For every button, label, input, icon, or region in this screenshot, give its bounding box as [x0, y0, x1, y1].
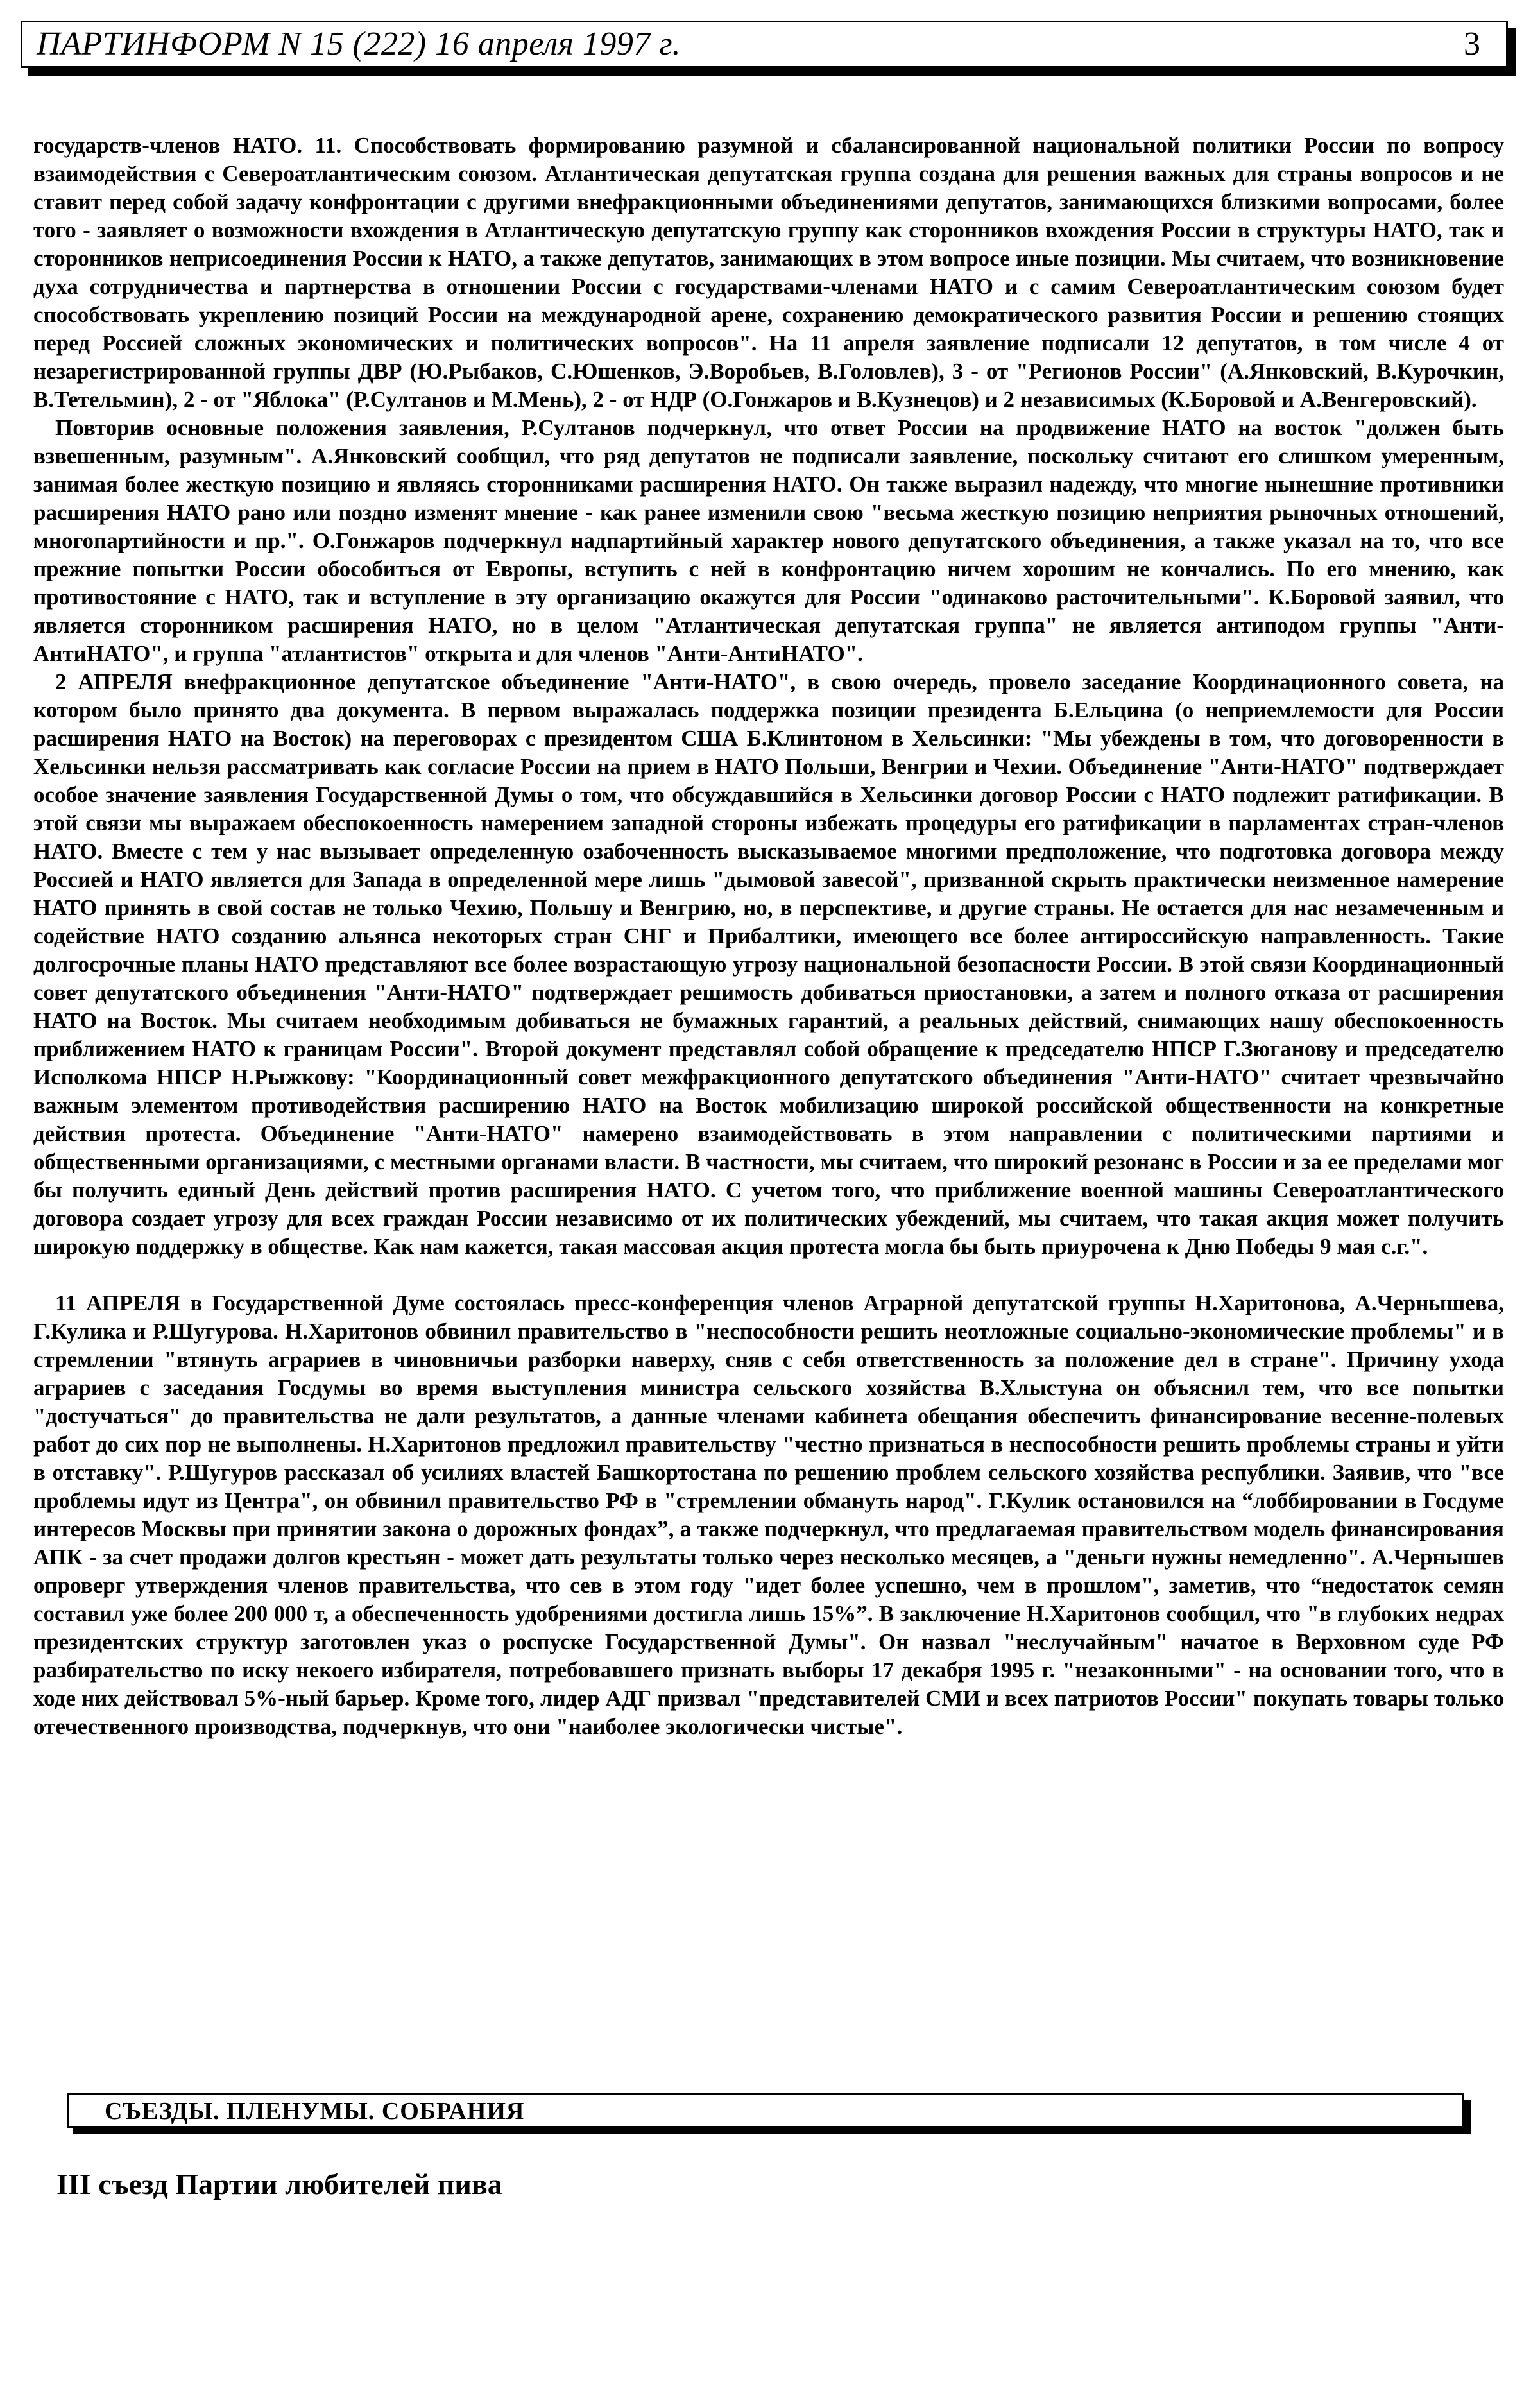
paragraph-sultanov-comments: Повторив основные положения заявления, Р.Султанов подчеркнул, что ответ России на продвижение НАТО на восток "должен быть взвешенным, разумным". А.Янковский сообщил, что ряд депутатов не подписали заявление, поскольку считают его слишком умеренным, занимая более жесткую позицию и являясь сторонниками расширения НАТО. Он также выразил надежду, что многие нынешние противники расширения НАТО рано или поздно изменят мнение - как ранее изменили свою "весьма жесткую позицию неприятия рыночных отношений, многопартийности и пр.". О.Гонжаров подчеркнул надпартийный характер нового депутатского объединения, а также указал на то, что все прежние попытки России обособиться от Европы, вступить с ней в конфронтацию ничем хорошим не кончались. По его мнению, как противостояние с НАТО, так и вступление в эту организацию окажутся для России "одинаково расточительными". К.Боровой заявил, что является сторонником расширения НАТО, но в целом "Атлантическая депутатская группа" не является антиподом группы "Анти-АнтиНАТО", и группа "атлантистов" открыта и для членов "Анти-АнтиНАТО". — [33, 415, 1504, 666]
paragraph-anti-nato-april-2: 2 АПРЕЛЯ внефракционное депутатское объединение "Анти-НАТО", в свою очередь, провело заседание Координационного совета, на котором было принято два документа. В первом выражалась поддержка позиции президента Б.Ельцина (о неприемлемости для России расширения НАТО на Восток) на переговорах с президентом США Б.Клинтоном в Хельсинки: "Мы убеждены в том, что договоренности в Хельсинки нельзя рассматривать как согласие России на прием в НАТО Польши, Венгрии и Чехии. Объединение "Анти-НАТО" подтверждает особое значение заявления Государственной Думы о том, что обсуждавшийся в Хельсинки договор России с НАТО подлежит ратификации. В этой связи мы выражаем обеспокоенность намерением западной стороны избежать процедуры его ратификации в парламентах стран-членов НАТО. Вместе с тем у нас вызывает определенную озабоченность высказываемое многими предположение, что подготовка договора между Россией и НАТО является для Запада в определенной мере лишь "дымовой завесой", призванной скрыть практически неизменное намерение НАТО принять в свой состав не только Чехию, Польшу и Венгрию, но, в перспективе, и другие страны. Не остается для нас незамеченным и содействие НАТО созданию альянса некоторых стран СНГ и Прибалтики, имеющего все более антироссийскую направленность. Такие долгосрочные планы НАТО представляют все более возрастающую угрозу национальной безопасности России. В этой связи Координационный совет депутатского объединения "Анти-НАТО" подтверждает решимость добиваться приостановки, а затем и полного отказа от расширения НАТО на Восток. Мы считаем необходимым добиваться не бумажных гарантий, а реальных действий, снимающих нашу обеспокоенность приближением НАТО к границам России". Второй документ представлял собой обращение к председателю НПСР Г.Зюганову и председателю Исполкома НПСР Н.Рыжкову: "Координационный совет межфракционного депутатского объединения "Анти-НАТО" считает чрезвычайно важным элементом противодействия расширению НАТО на Восток мобилизацию широкой российской общественности на конкретные действия протеста. Объединение "Анти-НАТО" намерено взаимодействовать в этом направлении с политическими партиями и общественными организациями, с местными органами власти. В частности, мы считаем, что широкий резонанс в России и за ее пределами мог бы получить единый День действий против расширения НАТО. С учетом того, что приближение военной машины Североатлантического договора создает угрозу для всех граждан России независимо от их политических убеждений, мы считаем, что такая акция может получить широкую поддержку в обществе. Как нам кажется, такая массовая акция протеста могла бы быть приурочена к Дню Победы 9 мая с.г.". — [33, 669, 1504, 1259]
page-header — [21, 21, 1508, 68]
section-header-bar — [67, 2093, 1464, 2128]
paragraph-atlantic-group-statement: государств-членов НАТО. 11. Способствовать формированию разумной и сбалансированной национальной политики России по вопросу взаимодействия с Североатлантическим союзом. Атлантическая депутатская группа создана для решения важных для страны вопросов и не ставит перед собой задачу конфронтации с другими внефракционными объединениями депутатов, занимающихся близкими вопросами, более того - заявляет о возможности вхождения в Атлантическую депутатскую группу как сторонников вхождения России в структуры НАТО, так и сторонников неприсоединения России к НАТО, а также депутатов, занимающих в этом вопросе иные позиции. Мы считаем, что возникновение духа сотрудничества и партнерства в отношении России с государствами-членами НАТО и с самим Североатлантическим союзом будет способствовать укреплению позиций России на международной арене, сохранению демократического развития России и решению стоящих перед Россией сложных экономических и политических вопросов". На 11 апреля заявление подписали 12 депутатов, в том числе 4 от незарегистрированной группы ДВР (Ю.Рыбаков, С.Юшенков, Э.Воробьев, В.Головлев), 3 - от "Регионов России" (А.Янковский, В.Курочкин, В.Тетельмин), 2 - от "Яблока" (Р.Султанов и М.Мень), 2 - от НДР (О.Гонжаров и В.Кузнецов) и 2 независимых (К.Боровой и А.Венгеровский). — [33, 133, 1504, 412]
paragraph-gap — [33, 1261, 1504, 1289]
section-title: СЪЕЗДЫ. ПЛЕНУМЫ. СОБРАНИЯ — [105, 2098, 525, 2125]
paragraph-agrarian-press-conference: 11 АПРЕЛЯ в Государственной Думе состоялась пресс-конференция членов Аграрной депутатской группы Н.Харитонова, А.Чернышева, Г.Кулика и Р.Шугурова. Н.Харитонов обвинил правительство в "неспособности решить неотложные социально-экономические проблемы" и в стремлении "втянуть аграриев в чиновничьи разборки наверху, сняв с себя ответственность за положение дел в стране". Причину ухода аграриев с заседания Госдумы во время выступления министра сельского хозяйства В.Хлыстуна он объяснил тем, что все попытки "достучаться" до правительства не дали результатов, а данные членами кабинета обещания обеспечить финансирование весенне-полевых работ до сих пор не выполнены. Н.Харитонов предложил правительству "честно признаться в неспособности решить проблемы страны и уйти в отставку". Р.Шугуров рассказал об усилиях властей Башкортостана по решению проблем сельского хозяйства республики. Заявив, что "все проблемы идут из Центра", он обвинил правительство РФ в "стремлении обмануть народ". Г.Кулик остановился на “лоббировании в Госдуме интересов Москвы при принятии закона о дорожных фондах”, а также подчеркнул, что предлагаемая правительством модель финансирования АПК - за счет продажи долгов крестьян - может дать результаты только через несколько месяцев, а "деньги нужны немедленно". А.Чернышев опроверг утверждения членов правительства, что сев в этом году "идет более успешно, чем в прошлом", заметив, что “недостаток семян составил уже более 200 000 т, а обеспеченность удобрениями достигла лишь 15%”. В заключение Н.Харитонов сообщил, что "в глубоких недрах президентских структур заготовлен указ о роспуске Государственной Думы". Он назвал "неслучайным" начатое в Верховном суде РФ разбирательство по иску некоего избирателя, потребовавшего признать выборы 17 декабря 1995 г. "незаконными" - на основании того, что в ходе них действовал 5%-ный барьер. Кроме того, лидер АДГ призвал "представителей СМИ и всех патриотов России" покупать товары только отечественного производства, подчеркнув, что они "наиболее экологически чистые". — [33, 1290, 1504, 1739]
article-heading: III съезд Партии любителей пива — [56, 2168, 502, 2200]
publication-title: ПАРТИНФОРМ N 15 (222) 16 апреля 1997 г. — [37, 26, 681, 62]
page-number: 3 — [1464, 26, 1480, 62]
article-body — [33, 132, 1504, 1741]
